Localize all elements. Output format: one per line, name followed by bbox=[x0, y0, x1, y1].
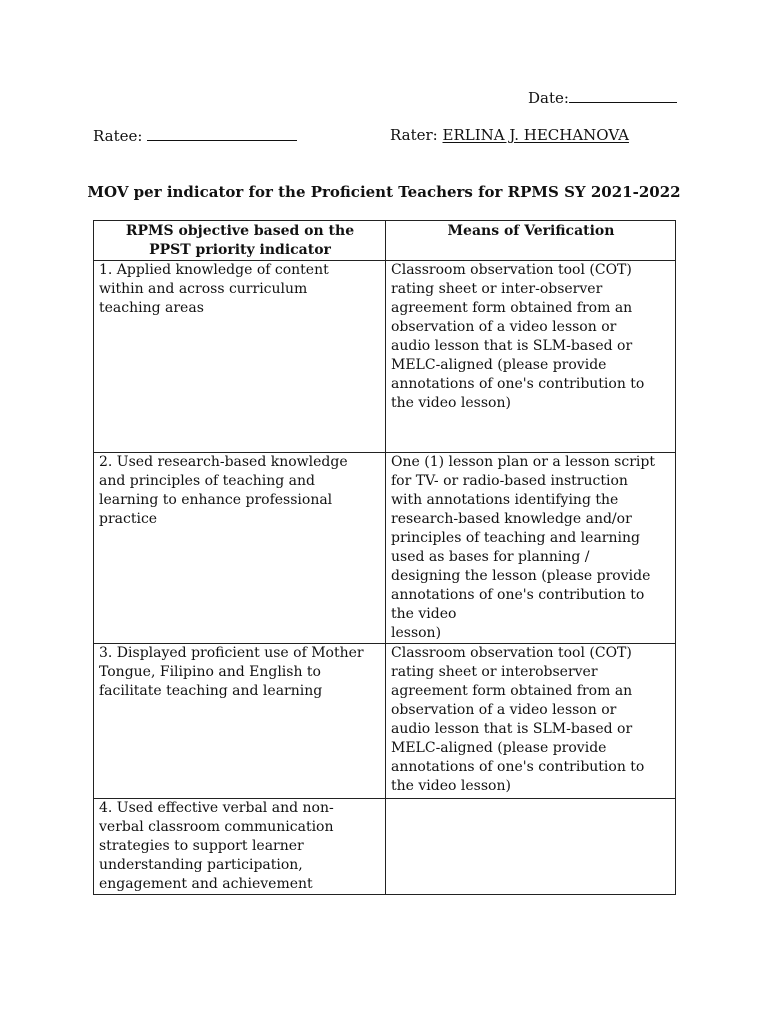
rater-label: Rater: bbox=[390, 126, 438, 144]
table-row bbox=[94, 644, 676, 799]
objective-cell: 3. Displayed proficient use of Mother Tongue, Filipino and English to facilitate teaching and learning bbox=[94, 644, 386, 799]
rater-name: ERLINA J. HECHANOVA bbox=[442, 126, 629, 144]
date-field bbox=[528, 88, 677, 107]
document-title: MOV per indicator for the Proficient Teachers for RPMS SY 2021-2022 bbox=[87, 183, 681, 201]
mov-cell bbox=[386, 799, 676, 895]
date-blank-line bbox=[569, 88, 677, 103]
objective-cell: 1. Applied knowledge of content within and across curriculum teaching areas bbox=[94, 261, 386, 453]
objective-cell: 2. Used research-based knowledge and principles of teaching and learning to enhance professional practice bbox=[94, 453, 386, 644]
mov-table bbox=[93, 220, 676, 895]
column-header-mov: Means of Verification bbox=[386, 221, 676, 261]
mov-cell: Classroom observation tool (COT) rating sheet or interobserver agreement form obtained from an observation of a video lesson or audio lesson that is SLM-based or MELC-aligned (please provide annotations of one's contribution to the video lesson) bbox=[386, 644, 676, 799]
ratee-field bbox=[93, 126, 297, 145]
date-label: Date: bbox=[528, 89, 569, 107]
rater-field bbox=[390, 126, 629, 144]
column-header-objective: RPMS objective based on the PPST priority indicator bbox=[94, 221, 386, 261]
table-header-row bbox=[94, 221, 676, 261]
table-row bbox=[94, 261, 676, 453]
ratee-label: Ratee: bbox=[93, 127, 143, 145]
objective-cell: 4. Used effective verbal and non- verbal classroom communication strategies to support learner understanding participation, engagement and achievement bbox=[94, 799, 386, 895]
mov-cell: One (1) lesson plan or a lesson script for TV- or radio-based instruction with annotations identifying the research-based knowledge and/or principles of teaching and learning used as bases for planning / designing the lesson (please provide annotations of one's contribution to the video lesson) bbox=[386, 453, 676, 644]
ratee-blank-line bbox=[147, 126, 297, 141]
mov-cell: Classroom observation tool (COT) rating sheet or inter-observer agreement form obtained from an observation of a video lesson or audio lesson that is SLM-based or MELC-aligned (please provide annotations of one's contribution to the video lesson) bbox=[386, 261, 676, 453]
table-row bbox=[94, 799, 676, 895]
table-row bbox=[94, 453, 676, 644]
